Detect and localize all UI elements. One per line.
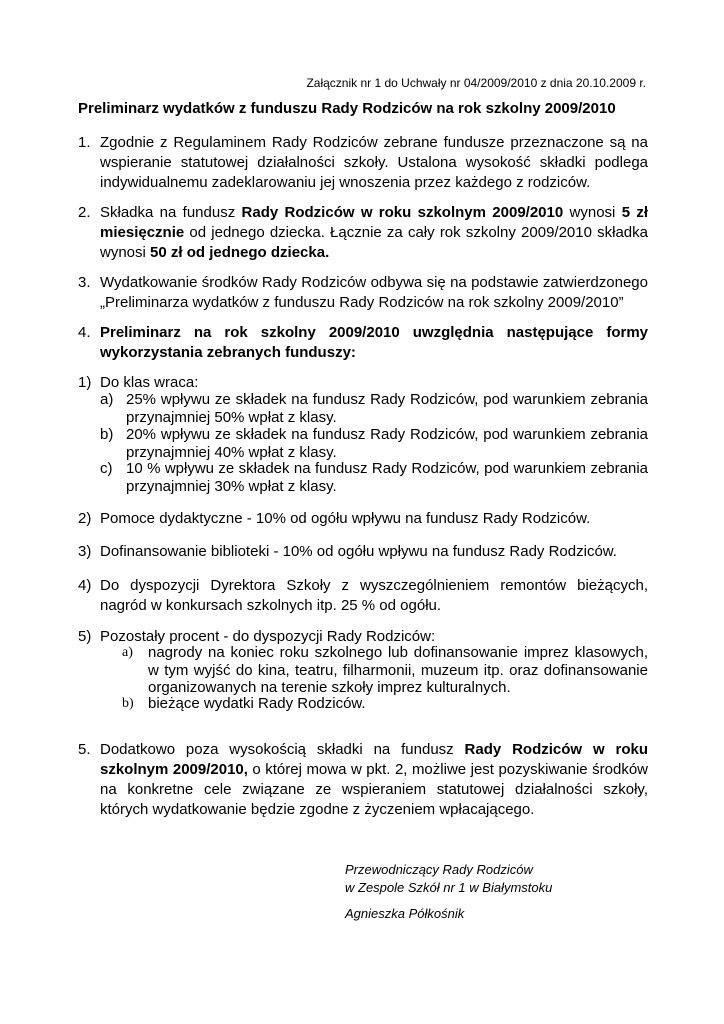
signature-school: w Zespole Szkół nr 1 w Białymstoku (345, 880, 553, 895)
sub-item-a: a) 25% wpływu ze składek na fundusz Rady Rodziców, pod warunkiem zebrania przynajmniej 50% wpłat z klasy. (100, 391, 648, 426)
section-number: 1. (78, 134, 91, 151)
list-text: Do dyspozycji Dyrektora Szkoły z wyszczególnieniem remontów bieżących, nagród w konkursach szkolnych itp. 25 % od ogółu. (100, 577, 648, 614)
section-3 (78, 273, 648, 313)
section-number: 4. (78, 324, 91, 341)
section-text: Składka na fundusz Rady Rodziców w roku szkolnym 2009/2010 wynosi 5 zł miesięcznie od jednego dziecka. Łącznie za cały rok szkolny 2009/2010 składka wynosi 50 zł od jednego dziecka. (100, 204, 649, 261)
section-text: Zgodnie z Regulaminem Rady Rodziców zebrane fundusze przeznaczone są na wspieranie statutowej działalności szkoły. Ustalona wysokość składki podlega indywidualnemu zadeklarowaniu jej wnoszenia przez każdego z rodziców. (100, 134, 648, 191)
list-number: 2) (78, 510, 92, 527)
list-number: 1) (78, 374, 92, 391)
sub-item-b: b) bieżące wydatki Rady Rodziców. (122, 695, 366, 712)
list-item-3 (78, 542, 648, 562)
list-text: Do klas wraca: (100, 374, 199, 391)
section-4 (78, 323, 648, 363)
section-number: 5. (78, 741, 91, 758)
section-1 (78, 133, 648, 193)
list-text: Dofinansowanie biblioteki - 10% od ogółu wpływu na fundusz Rady Rodziców. (100, 543, 617, 560)
annex-note: Załącznik nr 1 do Uchwały nr 04/2009/2010 z dnia 20.10.2009 r. (306, 76, 646, 90)
section-2 (78, 203, 648, 263)
section-text: Dodatkowo poza wysokością składki na fundusz Rady Rodziców w roku szkolnym 2009/2010, o której mowa w pkt. 2, możliwe jest pozyskiwanie środków na konkretne cele związane ze wspieraniem statutowej działalności szkoły, których wydatkowanie będzie zgodne z życzeniem wpłacającego. (100, 741, 649, 818)
list-number: 5) (78, 628, 92, 645)
section-number: 2. (78, 204, 91, 221)
list-item-1 (78, 373, 648, 393)
list-item-2 (78, 509, 648, 529)
list-item-4 (78, 576, 648, 616)
list-text: Pomoce dydaktyczne - 10% od ogółu wpływu na fundusz Rady Rodziców. (100, 510, 591, 527)
sub-item-a: a) nagrody na koniec roku szkolnego lub dofinansowanie imprez klasowych, w tym wyjść do kina, teatru, filharmonii, muzeum itp. oraz dofinansowanie organizowanych na terenie szkoły imprez kulturalnych. (122, 644, 648, 696)
section-number: 3. (78, 274, 91, 291)
list-number: 4) (78, 577, 92, 594)
signature-name: Agnieszka Półkośnik (345, 906, 465, 921)
list-number: 3) (78, 543, 92, 560)
sub-item-c: c) 10 % wpływu ze składek na fundusz Rady Rodziców, pod warunkiem zebrania przynajmniej 30% wpłat z klasy. (100, 460, 648, 495)
section-5 (78, 740, 648, 820)
document-title: Preliminarz wydatków z funduszu Rady Rodziców na rok szkolny 2009/2010 (78, 100, 616, 117)
sub-item-b: b) 20% wpływu ze składek na fundusz Rady Rodziców, pod warunkiem zebrania przynajmniej 40% wpłat z klasy. (100, 426, 648, 461)
signature-title: Przewodniczący Rady Rodziców (345, 862, 533, 877)
section-text: Wydatkowanie środków Rady Rodziców odbywa się na podstawie zatwierdzonego „Preliminarza wydatków z funduszu Rady Rodziców na rok szkolny 2009/2010” (100, 274, 648, 311)
list-text: Pozostały procent - do dyspozycji Rady Rodziców: (100, 628, 436, 645)
section-text: Preliminarz na rok szkolny 2009/2010 uwzględnia następujące formy wykorzystania zebranych funduszy: (100, 324, 648, 361)
